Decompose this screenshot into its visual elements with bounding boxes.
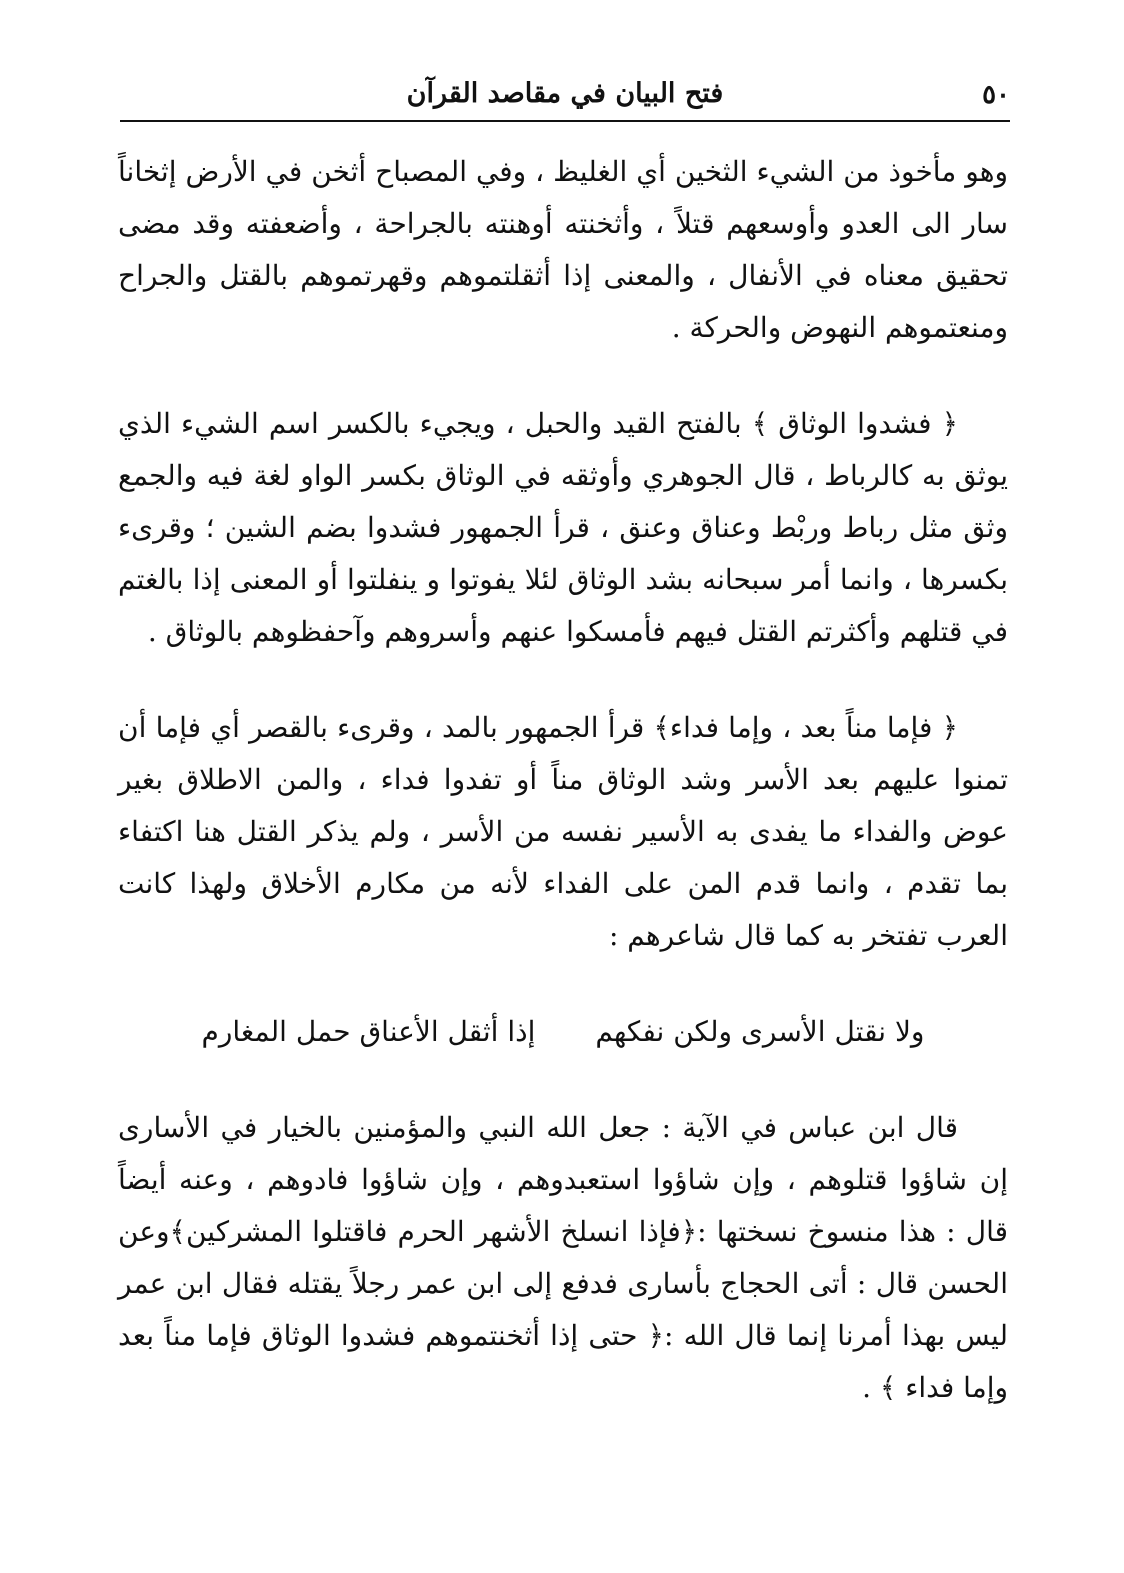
page-number: ٥٠ [982,80,1010,110]
paragraph-2: ﴿ فشدوا الوثاق ﴾ بالفتح القيد والحبل ، ويجيء بالكسر اسم الشيء الذي يوثق به كالرباط ، قال الجوهري وأوثقه في الوثاق بكسر الواو لغة فيه والجمع وثق مثل رباط وربْط وعناق وعنق ، قرأ الجمهور فشدوا بضم الشين ؛ وقرىء بكسرها ، وانما أمر سبحانه بشد الوثاق لئلا يفوتوا و ينفلتوا أو المعنى إذا بالغتم في قتلهم وأكثرتم القتل فيهم فأمسكوا عنهم وأسروهم وآحفظوهم بالوثاق . [118,407,1008,648]
verse-first-hemistich: ولا نقتل الأسرى ولكن نفكهم [595,1015,925,1048]
page-body [118,146,1008,1414]
paragraph-3: ﴿ فإما مناً بعد ، وإما فداء﴾ قرأ الجمهور بالمد ، وقرىء بالقصر أي فإما أن تمنوا عليهم بعد الأسر وشد الوثاق مناً أو تفدوا فداء ، والمن الاطلاق بغير عوض والفداء ما يفدى به الأسير نفسه من الأسر ، ولم يذكر القتل هنا اكتفاء بما تقدم ، وانما قدم المن على الفداء لأنه من مكارم الأخلاق ولهذا كانت العرب تفتخر به كما قال شاعرهم : [118,711,1008,952]
paragraph-1: وهو مأخوذ من الشيء الثخين أي الغليظ ، وفي المصباح أثخن في الأرض إثخاناً سار الى العدو وأوسعهم قتلاً ، وأثخنته أوهنته بالجراحة ، وأضعفته وقد مضى تحقيق معناه في الأنفال ، والمعنى إذا أثقلتموهم وقهرتموهم بالقتل والجراح ومنعتموهم النهوض والحركة . [118,155,1009,344]
paragraph-4: قال ابن عباس في الآية : جعل الله النبي والمؤمنين بالخيار في الأسارى إن شاؤوا قتلوهم ، وإن شاؤوا استعبدوهم ، وإن شاؤوا فادوهم ، وعنه أيضاً قال : هذا منسوخ نسختها :﴿فإذا انسلخ الأشهر الحرم فاقتلوا المشركين﴾وعن الحسن قال : أتى الحجاج بأسارى فدفع إلى ابن عمر رجلاً يقتله فقال ابن عمر ليس بهذا أمرنا إنما قال الله :﴿ حتى إذا أثخنتموهم فشدوا الوثاق فإما مناً بعد وإما فداء ﴾ . [118,1111,1008,1404]
paragraph-gap [118,658,1008,702]
verse-second-hemistich: إذا أثقل الأعناق حمل المغارم [201,1015,536,1048]
paragraph-gap [118,354,1008,398]
running-title: فتح البيان في مقاصد القرآن [406,78,724,109]
page-header [120,70,1010,122]
paragraph-gap [118,962,1008,1006]
paragraph-gap [118,1058,1008,1102]
poetry-verse [118,1006,1008,1058]
